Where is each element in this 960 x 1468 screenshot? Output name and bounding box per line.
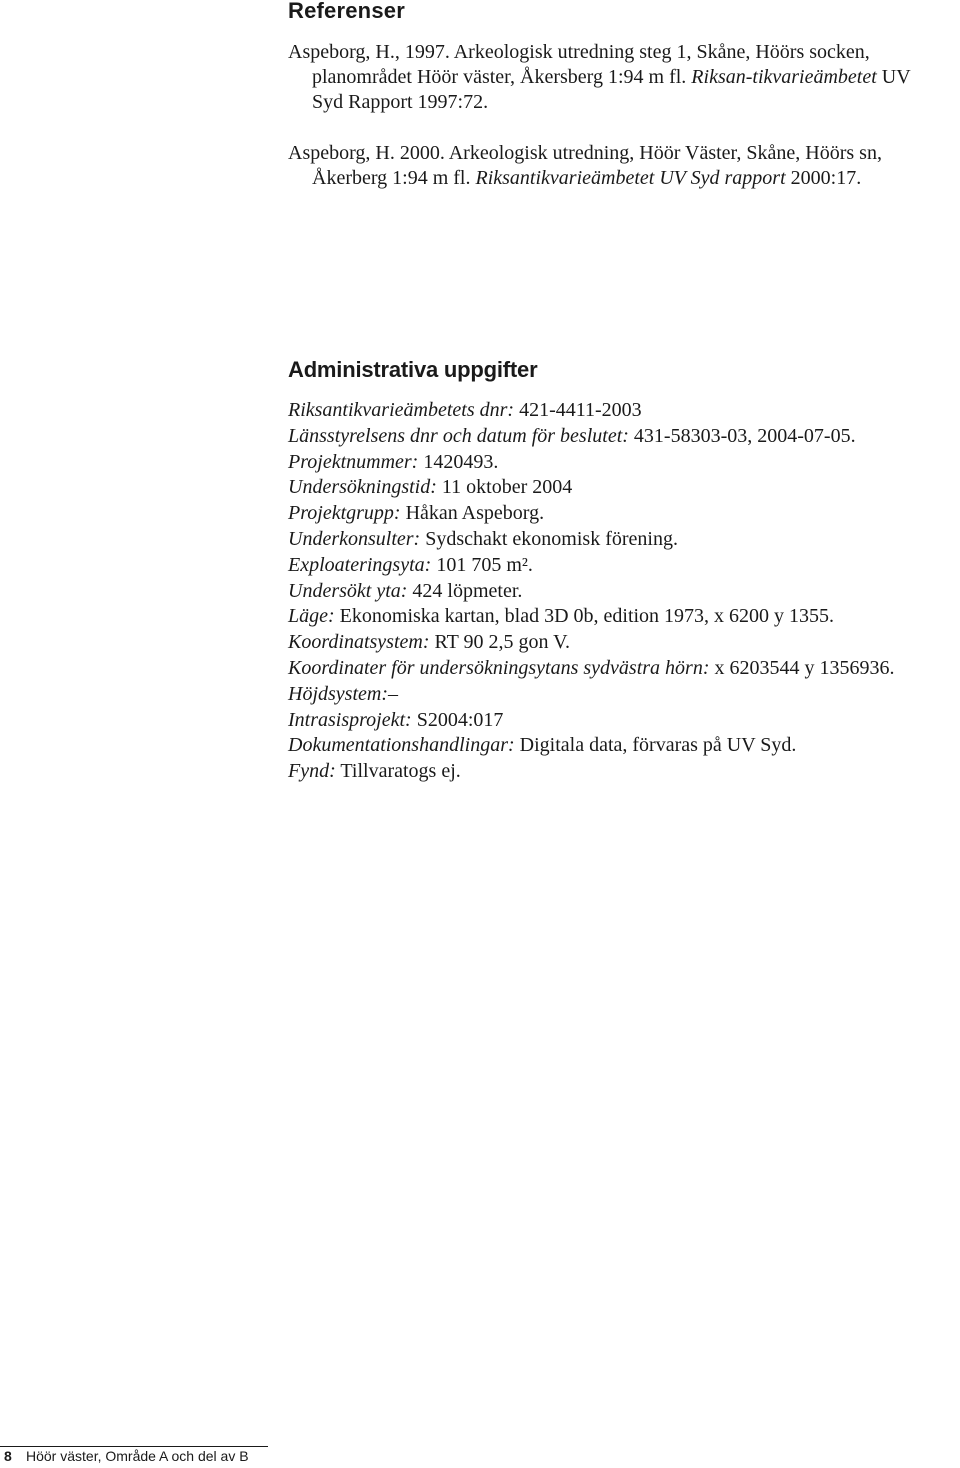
admin-heading: Administrativa uppgifter bbox=[288, 357, 538, 382]
admin-row bbox=[288, 604, 948, 630]
admin-label: Undersökt yta: bbox=[288, 579, 408, 602]
admin-value: 424 löpmeter. bbox=[407, 579, 523, 602]
admin-label: Riksantikvarieämbetets dnr: bbox=[288, 399, 515, 421]
page-footer bbox=[0, 1446, 960, 1468]
admin-value: Tillvaratogs ej. bbox=[335, 760, 461, 783]
admin-value: Sydschakt ekonomisk förening. bbox=[420, 527, 678, 550]
footer-divider bbox=[0, 1446, 268, 1447]
admin-row bbox=[288, 708, 948, 734]
admin-value: 431-58303-03, 2004-07-05. bbox=[628, 424, 856, 447]
admin-row bbox=[288, 553, 948, 579]
page-number: 8 bbox=[4, 1448, 12, 1464]
admin-row bbox=[288, 579, 948, 605]
admin-value: Håkan Aspeborg. bbox=[400, 502, 545, 525]
admin-row bbox=[288, 475, 948, 501]
references-heading: Referenser bbox=[288, 0, 405, 23]
admin-label: Läge: bbox=[288, 605, 335, 628]
reference-publisher: Riksan-tikvarieämbetet bbox=[691, 66, 877, 88]
admin-label: Länsstyrelsens dnr och datum för beslutet: bbox=[288, 424, 629, 447]
reference-item bbox=[288, 141, 928, 191]
admin-row bbox=[288, 527, 948, 553]
references-list bbox=[288, 40, 928, 217]
admin-row bbox=[288, 733, 948, 759]
admin-value: 1420493. bbox=[418, 450, 499, 473]
admin-row bbox=[288, 450, 948, 476]
admin-row bbox=[288, 398, 948, 424]
footer-title: Höör väster, Område A och del av B bbox=[26, 1448, 249, 1464]
admin-value: – bbox=[387, 682, 398, 705]
admin-label: Projektgrupp: bbox=[288, 502, 401, 525]
reference-report: UV Syd Rapport 1997:72. bbox=[312, 66, 911, 113]
admin-label: Koordinatsystem: bbox=[288, 631, 430, 654]
admin-label: Intrasisprojekt: bbox=[288, 708, 412, 731]
admin-label: Höjdsystem: bbox=[288, 682, 388, 705]
admin-row bbox=[288, 630, 948, 656]
reference-item bbox=[288, 40, 928, 115]
admin-row bbox=[288, 682, 948, 708]
reference-publisher: Riksantikvarieämbetet UV Syd rapport bbox=[475, 167, 786, 189]
admin-value: Ekonomiska kartan, blad 3D 0b, edition 1973, x 6200 y 1355. bbox=[334, 605, 835, 628]
admin-label: Undersökningstid: bbox=[288, 476, 437, 499]
reference-text: Aspeborg, H. 2000. Arkeologisk utredning, Höör Väster, Skåne, Höörs sn, Åkerberg 1:94 m fl. bbox=[288, 142, 882, 189]
admin-label: Fynd: bbox=[288, 760, 336, 783]
admin-label: Koordinater för undersökningsytans sydvästra hörn: bbox=[288, 656, 710, 679]
admin-row bbox=[288, 424, 948, 450]
admin-label: Underkonsulter: bbox=[288, 527, 421, 550]
admin-value: S2004:017 bbox=[411, 708, 504, 731]
admin-row bbox=[288, 656, 948, 682]
admin-label: Exploateringsyta: bbox=[288, 553, 432, 576]
reference-text: Aspeborg, H., 1997. Arkeologisk utredning steg 1, Skåne, Höörs socken, planområdet Höör väster, Åkersberg 1:94 m fl. bbox=[288, 41, 870, 88]
reference-report: 2000:17. bbox=[785, 167, 862, 189]
admin-row bbox=[288, 501, 948, 527]
admin-value: Digitala data, förvaras på UV Syd. bbox=[514, 734, 797, 757]
admin-row bbox=[288, 759, 948, 785]
admin-label: Dokumentationshandlingar: bbox=[288, 734, 515, 757]
admin-value: 11 oktober 2004 bbox=[436, 476, 573, 499]
admin-value: 421-4411-2003 bbox=[514, 399, 642, 421]
admin-list bbox=[288, 398, 948, 785]
admin-value: 101 705 m². bbox=[431, 553, 533, 576]
admin-value: RT 90 2,5 gon V. bbox=[429, 631, 570, 654]
admin-label: Projektnummer: bbox=[288, 450, 419, 473]
admin-value: x 6203544 y 1356936. bbox=[709, 656, 895, 679]
